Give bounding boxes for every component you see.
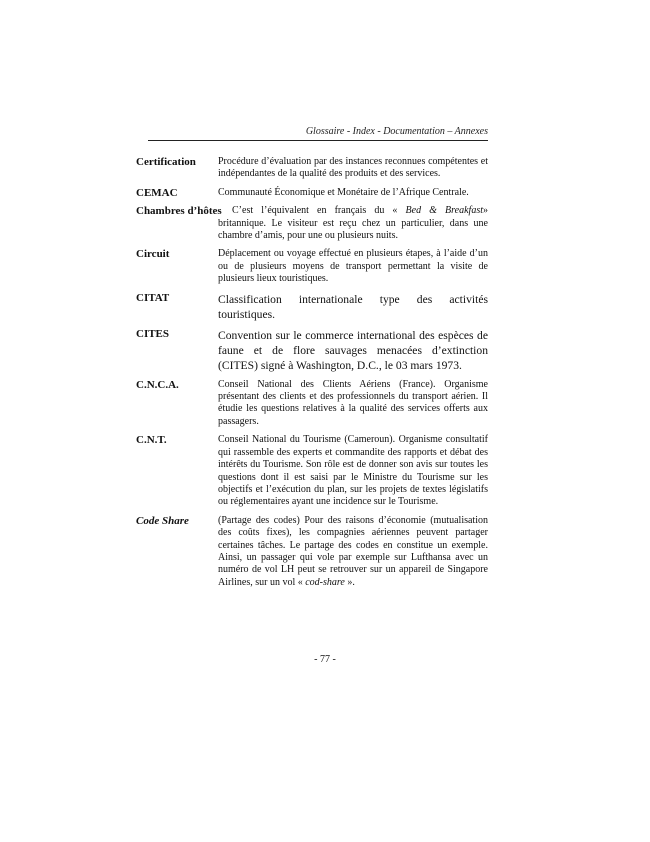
running-header: Glossaire - Index - Documentation – Annexes xyxy=(305,126,488,137)
definition-emphasis: Bed & Breakfast xyxy=(405,205,484,217)
glossary-entry-chambres-d-hotes xyxy=(136,205,488,242)
definition: Classification internationale type des activités touristiques. xyxy=(218,292,488,321)
glossary-entry-citat xyxy=(136,292,488,322)
glossary-entry-certification xyxy=(136,156,488,181)
glossary-entry-cnt xyxy=(136,434,488,508)
glossary-entry-code-share xyxy=(136,515,488,589)
glossary-entry-cnca xyxy=(136,379,488,429)
term: Circuit xyxy=(136,248,170,261)
definition-text: C’est l’équivalent en français du « xyxy=(232,205,406,217)
definition xyxy=(218,515,488,589)
definition: Convention sur le commerce international des espèces de faune et de flore sauvages menacées d’extinction (CITES) signé à Washington, D.C., le 03 mars 1973. xyxy=(218,328,488,372)
term: CITES xyxy=(136,327,170,340)
term: CITAT xyxy=(136,291,170,304)
definition: Communauté Économique et Monétaire de l’Afrique Centrale. xyxy=(218,186,469,198)
term: C.N.T. xyxy=(136,434,167,447)
definition-text: » britannique. Le visiteur est reçu chez un particulier, dans une chambre d’amis, pour une ou plusieurs nuits. xyxy=(218,205,489,242)
term: Certification xyxy=(136,156,196,168)
page-number: - 77 - xyxy=(314,654,336,665)
glossary-entry-cites xyxy=(136,328,488,373)
term: Chambres d’hôtes xyxy=(136,205,222,218)
glossary-list xyxy=(136,156,488,595)
definition xyxy=(218,205,488,242)
header-rule xyxy=(148,140,488,141)
term: C.N.C.A. xyxy=(136,378,179,391)
definition: Conseil National du Tourisme (Cameroun). Organisme consultatif qui rassemble des experts et commandite des rapports et débat des intérêts du Tourisme. Son rôle est de donner son avis sur toutes les questions dont il est saisi par le Ministre du Tourisme sur les objectifs et l’exécution du plan, sur les projets de textes législatifs ou réglementaires ayant une incidence sur le Tourisme. xyxy=(218,434,488,508)
term: Code Share xyxy=(136,514,189,527)
glossary-entry-circuit xyxy=(136,248,488,285)
definition-emphasis: cod-share xyxy=(305,576,345,588)
definition-text: (Partage des codes) Pour des raisons d’économie (mutualisation des coûts fixes), les compagnies aériennes peuvent partager certaines tâches. Le partage des codes en constitue un exemple. Ainsi, un passager qui vole par exemple sur Lufthansa avec un numéro de vol LH peut se retrouver sur un appareil de Singapore Airlines, sur un vol « xyxy=(218,514,488,588)
definition: Déplacement ou voyage effectué en plusieurs étapes, à l’aide d’un ou de plusieurs moyens de transport permettant la visite de plusieurs lieux touristiques. xyxy=(218,248,488,285)
glossary-entry-cemac xyxy=(136,187,488,199)
definition: Conseil National des Clients Aériens (France). Organisme présentant des clients et des professionnels du transport aérien. Il étudie les questions relatives à la qualité des services offerts aux passagers. xyxy=(218,378,488,427)
term: CEMAC xyxy=(136,186,178,199)
definition-text: ». xyxy=(344,576,355,588)
definition: Procédure d’évaluation par des instances reconnues compétentes et indépendantes de la qualité des produits et des services. xyxy=(218,156,488,180)
